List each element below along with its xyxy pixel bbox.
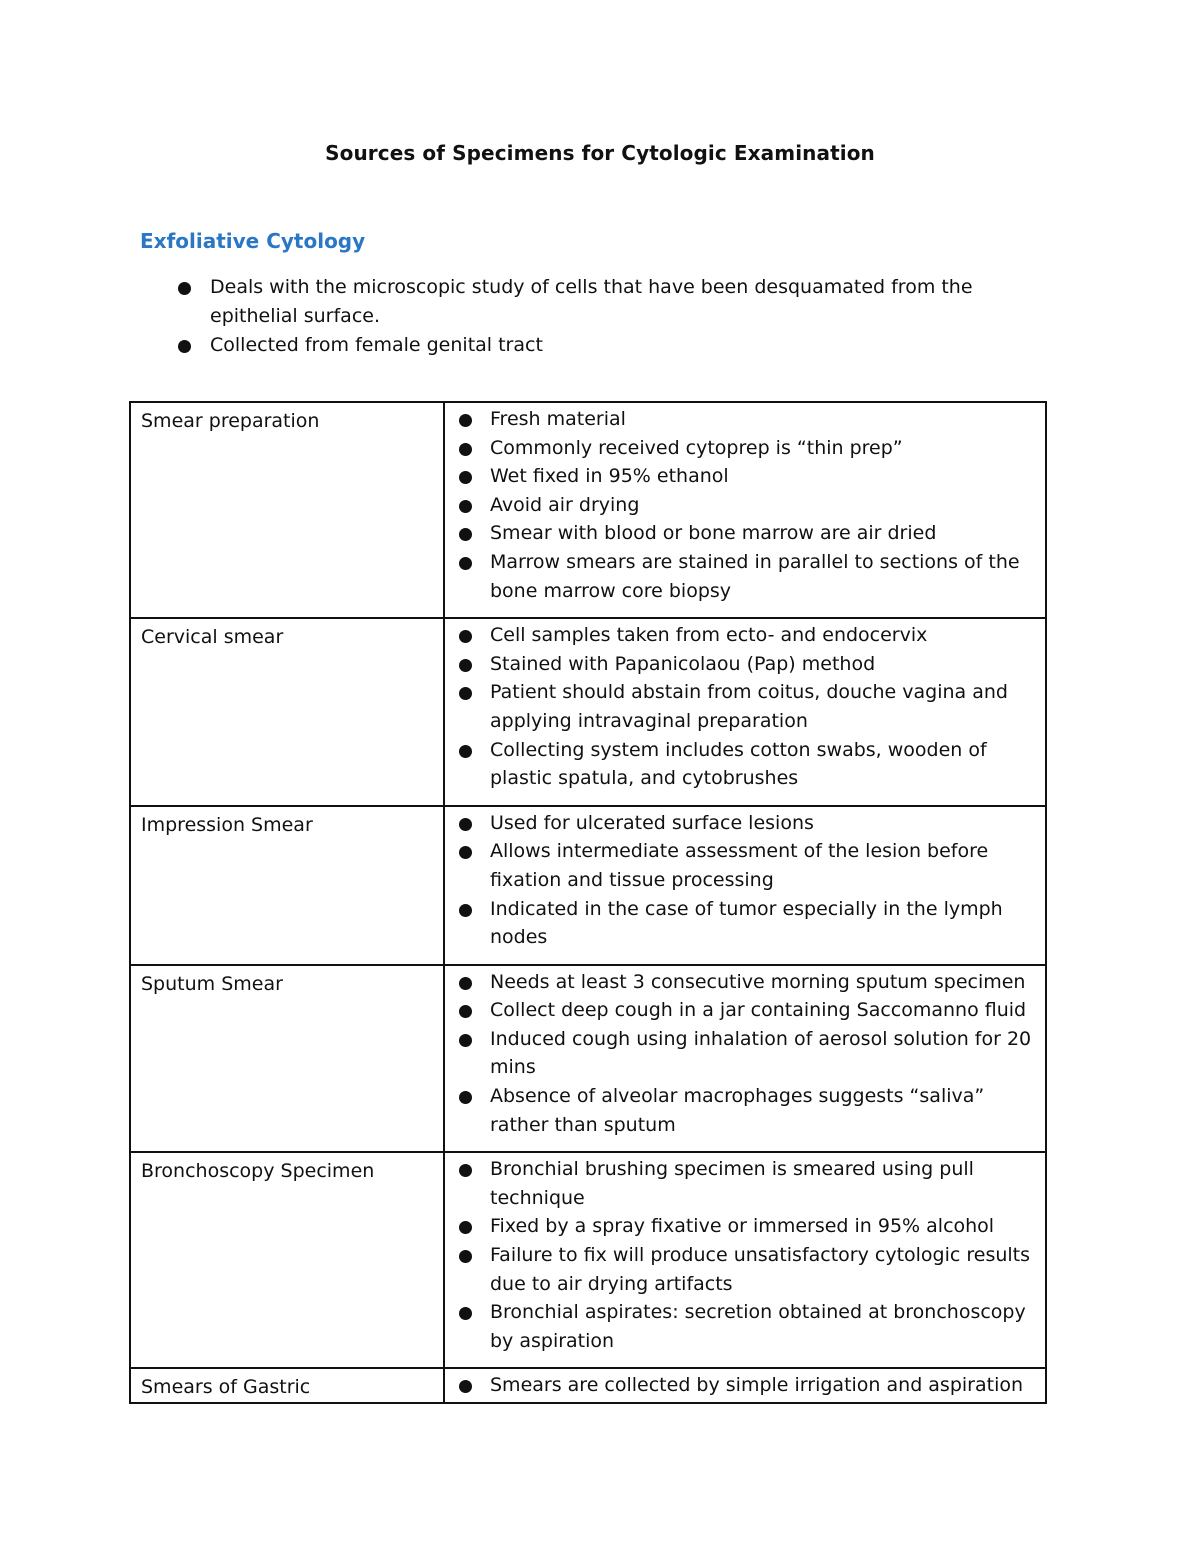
- list-item: [457, 405, 1035, 434]
- bullet-icon: [459, 1250, 472, 1263]
- specimen-details-cell: [444, 1368, 1046, 1403]
- list-item: [457, 434, 1035, 463]
- list-item-text: Wet fixed in 95% ethanol: [490, 465, 729, 488]
- table-row: [130, 1152, 1046, 1368]
- list-item-text: Marrow smears are stained in parallel to sections of the bone marrow core biopsy: [490, 550, 1020, 602]
- list-item-text: Collect deep cough in a jar containing Saccomanno fluid: [490, 999, 1027, 1022]
- list-item: [457, 1155, 1035, 1212]
- list-item: [457, 491, 1035, 520]
- details-bullet-list: [457, 621, 1035, 793]
- bullet-icon: [459, 1380, 472, 1393]
- bullet-icon: [459, 1221, 472, 1234]
- specimen-table: [129, 401, 1047, 1404]
- list-item: [175, 273, 1005, 331]
- list-item-text: Fresh material: [490, 408, 626, 430]
- bullet-icon: [459, 745, 472, 758]
- list-item: [457, 809, 1035, 838]
- section-heading: Exfoliative Cytology: [140, 229, 366, 253]
- list-item: [457, 519, 1035, 548]
- list-item: [457, 895, 1035, 952]
- bullet-icon: [459, 471, 472, 484]
- bullet-icon: [459, 528, 472, 541]
- bullet-icon: [459, 557, 472, 570]
- table-row: [130, 806, 1046, 965]
- bullet-icon: [459, 818, 472, 831]
- bullet-icon: [178, 340, 191, 353]
- list-item-text: Needs at least 3 consecutive morning sputum specimen: [490, 970, 1026, 993]
- list-item-text: Absence of alveolar macrophages suggests “saliva” rather than sputum: [490, 1085, 985, 1136]
- list-item: [457, 1241, 1035, 1298]
- list-item-text: Deals with the microscopic study of cells that have been desquamated from the epithelial surface.: [210, 276, 973, 327]
- bullet-icon: [459, 904, 472, 917]
- list-item-text: Failure to fix will produce unsatisfactory cytologic results due to air drying artifacts: [490, 1244, 1031, 1295]
- list-item-text: Indicated in the case of tumor especially in the lymph nodes: [490, 897, 1003, 949]
- specimen-details-cell: [444, 806, 1046, 965]
- list-item: [457, 650, 1035, 679]
- bullet-icon: [459, 500, 472, 513]
- list-item-text: Cell samples taken from ecto- and endocervix: [490, 624, 928, 647]
- specimen-details-cell: [444, 965, 1046, 1153]
- list-item: [457, 1082, 1035, 1139]
- specimen-details-cell: [444, 402, 1046, 618]
- list-item-text: Collecting system includes cotton swabs, wooden of plastic spatula, and cytobrushes: [490, 738, 987, 790]
- bullet-icon: [459, 1307, 472, 1320]
- list-item-text: Allows intermediate assessment of the lesion before fixation and tissue processing: [490, 840, 989, 891]
- bullet-icon: [459, 1164, 472, 1177]
- bullet-icon: [459, 1034, 472, 1047]
- list-item-text: Collected from female genital tract: [210, 334, 543, 356]
- bullet-icon: [459, 846, 472, 859]
- bullet-icon: [459, 687, 472, 700]
- list-item: [457, 968, 1035, 997]
- list-item: [457, 1212, 1035, 1241]
- list-item-text: Avoid air drying: [490, 493, 640, 516]
- table-row: [130, 402, 1046, 618]
- specimen-type-cell: Cervical smear: [130, 618, 444, 806]
- bullet-icon: [459, 659, 472, 672]
- list-item: [457, 736, 1035, 793]
- details-bullet-list: [457, 809, 1035, 952]
- table-row: [130, 965, 1046, 1153]
- details-bullet-list: [457, 1155, 1035, 1355]
- bullet-icon: [459, 1091, 472, 1104]
- bullet-icon: [459, 630, 472, 643]
- list-item-text: Patient should abstain from coitus, douche vagina and applying intravaginal preparation: [490, 681, 1008, 732]
- list-item: [457, 548, 1035, 605]
- list-item-text: Smear with blood or bone marrow are air dried: [490, 522, 937, 545]
- specimen-details-cell: [444, 1152, 1046, 1368]
- specimen-type-cell: Bronchoscopy Specimen: [130, 1152, 444, 1368]
- list-item-text: Induced cough using inhalation of aerosol solution for 20 mins: [490, 1027, 1032, 1079]
- bullet-icon: [459, 443, 472, 456]
- list-item: [457, 1298, 1035, 1355]
- specimen-type-cell: Impression Smear: [130, 806, 444, 965]
- list-item-text: Smears are collected by simple irrigation and aspiration: [490, 1374, 1024, 1397]
- details-bullet-list: [457, 1371, 1035, 1400]
- bullet-icon: [459, 977, 472, 990]
- table-row: [130, 618, 1046, 806]
- specimen-table-body: [130, 402, 1046, 1403]
- list-item-text: Bronchial aspirates: secretion obtained at bronchoscopy by aspiration: [490, 1301, 1026, 1352]
- bullet-icon: [459, 1005, 472, 1018]
- list-item: [457, 462, 1035, 491]
- list-item-text: Used for ulcerated surface lesions: [490, 811, 814, 834]
- specimen-details-cell: [444, 618, 1046, 806]
- bullet-icon: [178, 282, 191, 295]
- list-item: [457, 837, 1035, 894]
- table-row: [130, 1368, 1046, 1403]
- bullet-icon: [459, 414, 472, 427]
- list-item-text: Fixed by a spray fixative or immersed in 95% alcohol: [490, 1215, 995, 1238]
- specimen-type-cell: Smear preparation: [130, 402, 444, 618]
- list-item-text: Bronchial brushing specimen is smeared using pull technique: [490, 1158, 974, 1209]
- document-title: Sources of Specimens for Cytologic Examination: [325, 141, 875, 165]
- list-item-text: Stained with Papanicolaou (Pap) method: [490, 652, 876, 675]
- list-item: [457, 678, 1035, 735]
- list-item: [457, 1371, 1035, 1400]
- specimen-type-cell: Smears of Gastric: [130, 1368, 444, 1403]
- details-bullet-list: [457, 968, 1035, 1140]
- list-item: [457, 996, 1035, 1025]
- intro-bullet-list: [175, 273, 1005, 360]
- list-item: [457, 621, 1035, 650]
- list-item-text: Commonly received cytoprep is “thin prep”: [490, 436, 903, 459]
- specimen-type-cell: Sputum Smear: [130, 965, 444, 1153]
- details-bullet-list: [457, 405, 1035, 605]
- list-item: [175, 331, 1005, 360]
- list-item: [457, 1025, 1035, 1082]
